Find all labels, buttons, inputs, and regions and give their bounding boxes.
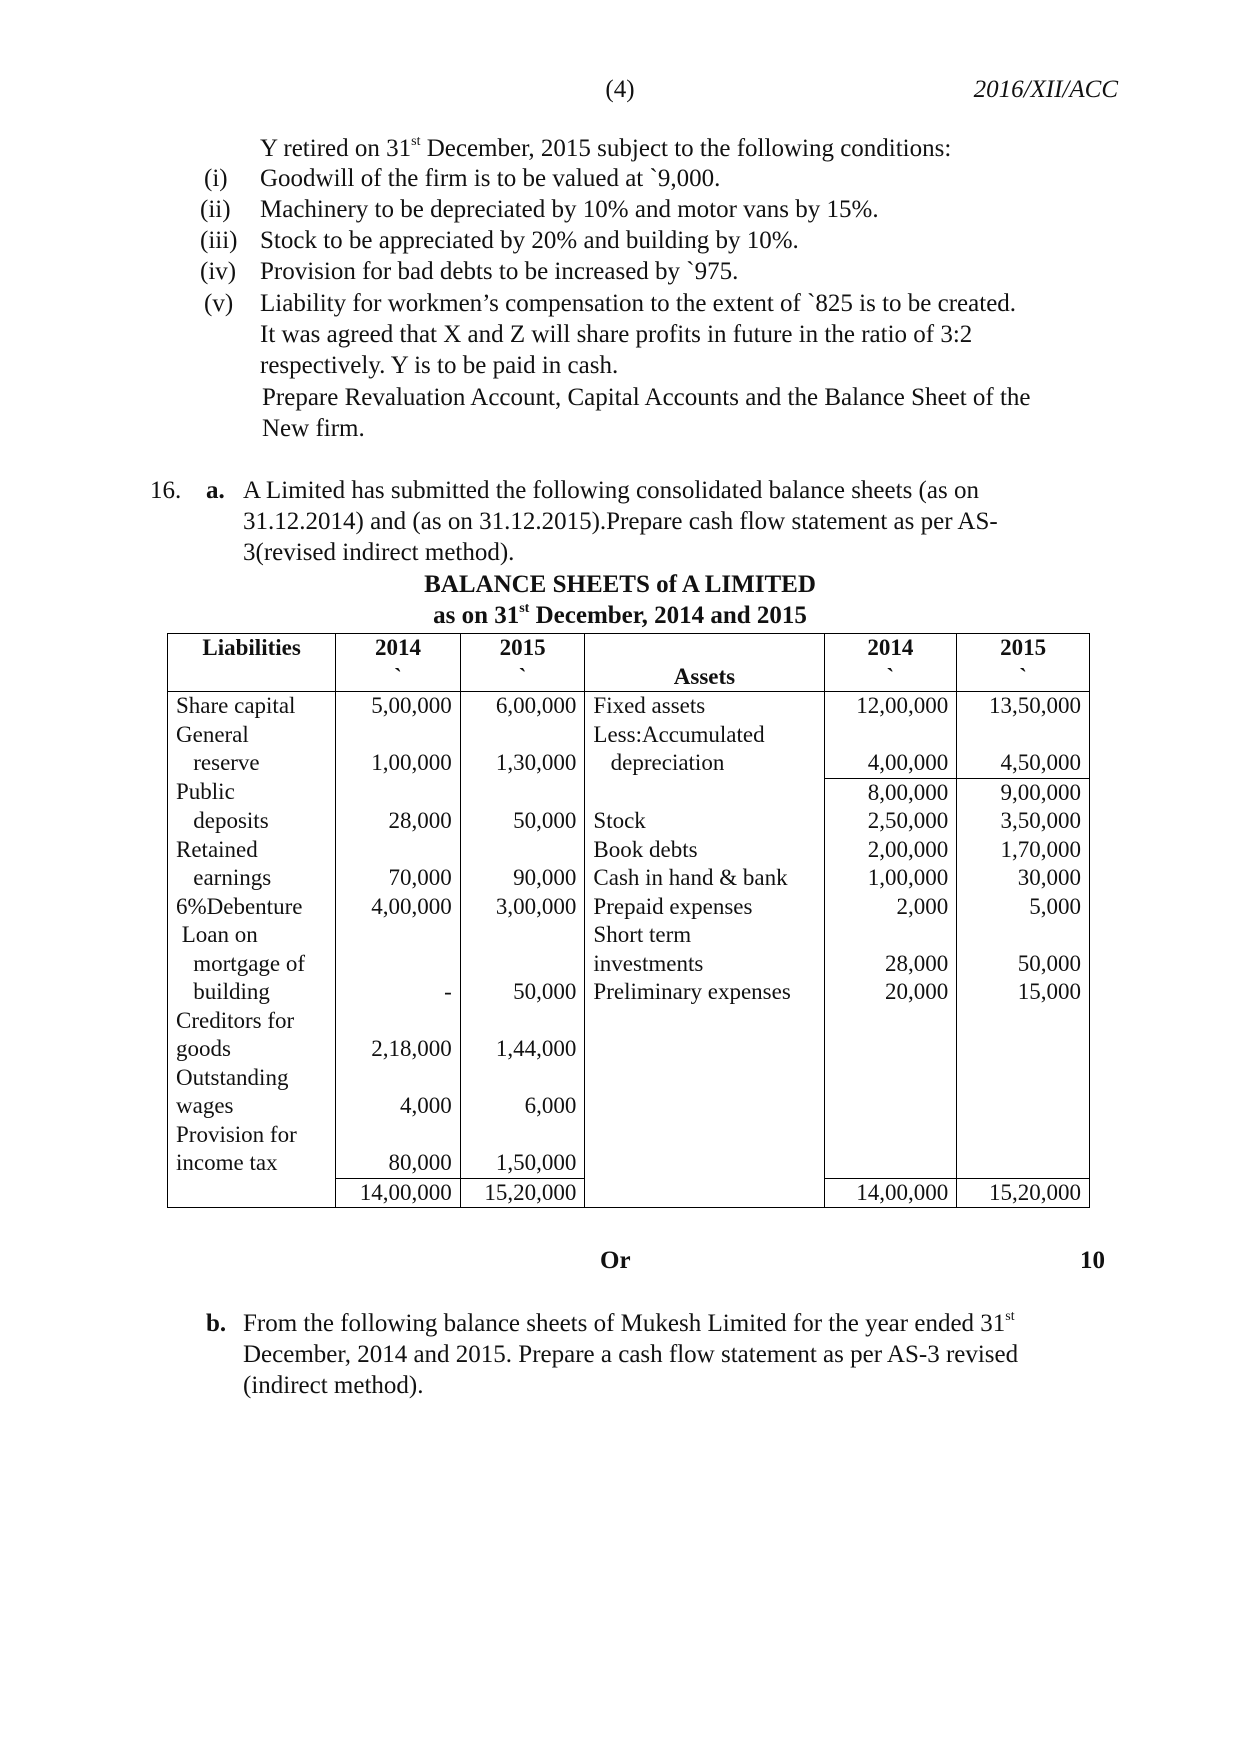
asset-2014	[824, 1064, 957, 1093]
asset-2014	[824, 1149, 957, 1178]
liability-label: wages	[168, 1092, 336, 1121]
asset-2015: 13,50,000	[957, 692, 1090, 721]
liability-2015: 50,000	[460, 978, 585, 1007]
asset-label: Short term	[585, 921, 824, 950]
liability-2015	[460, 1121, 585, 1150]
asset-label	[585, 1007, 824, 1036]
total-blank	[168, 1178, 336, 1208]
asset-2014: 12,00,000	[824, 692, 957, 721]
or-label: Or	[600, 1247, 631, 1274]
asset-label: Prepaid expenses	[585, 893, 824, 922]
part-a-line: 3(revised indirect method).	[243, 539, 515, 566]
asset-2014	[824, 1035, 957, 1064]
table-subtitle: as on 31st December, 2014 and 2015	[433, 601, 807, 629]
table-row	[168, 1149, 1090, 1178]
table-row	[168, 921, 1090, 950]
part-b-line: From the following balance sheets of Mukesh Limited for the year ended 31st	[243, 1309, 1015, 1337]
liability-2015: 50,000	[460, 807, 585, 836]
asset-label: depreciation	[585, 749, 824, 778]
asset-2014: 2,00,000	[824, 836, 957, 865]
liability-2014	[336, 1007, 461, 1036]
asset-label	[585, 1149, 824, 1178]
table-row	[168, 749, 1090, 778]
asset-2015: 3,50,000	[957, 807, 1090, 836]
liability-label: Public	[168, 778, 336, 807]
paper-code: 2016/XII/ACC	[973, 76, 1118, 103]
header-2014: 2014 `	[824, 634, 957, 692]
liability-label: deposits	[168, 807, 336, 836]
liability-2014: -	[336, 978, 461, 1007]
total-value: 15,20,000	[460, 1178, 585, 1208]
liability-2014: 80,000	[336, 1149, 461, 1178]
liability-2014: 5,00,000	[336, 692, 461, 721]
liability-2014	[336, 1064, 461, 1093]
liability-label: General	[168, 721, 336, 750]
condition-text: Liability for workmen’s compensation to the extent of `825 is to be created.	[260, 290, 1017, 317]
prepare-line: New firm.	[262, 415, 365, 442]
asset-2014: 20,000	[824, 978, 957, 1007]
asset-2015: 1,70,000	[957, 836, 1090, 865]
asset-2015: 30,000	[957, 864, 1090, 893]
part-b-line: December, 2014 and 2015. Prepare a cash flow statement as per AS-3 revised	[243, 1341, 1019, 1368]
asset-2015	[957, 1064, 1090, 1093]
liability-label: building	[168, 978, 336, 1007]
asset-2015	[957, 1035, 1090, 1064]
asset-2015: 9,00,000	[957, 778, 1090, 807]
table-row	[168, 836, 1090, 865]
asset-2015	[957, 921, 1090, 950]
asset-2015	[957, 1149, 1090, 1178]
asset-2014	[824, 721, 957, 750]
liability-2014: 4,00,000	[336, 893, 461, 922]
part-b-line: (indirect method).	[243, 1372, 424, 1399]
liability-2014	[336, 1121, 461, 1150]
table-row	[168, 778, 1090, 807]
agreement-line: respectively. Y is to be paid in cash.	[260, 352, 619, 379]
asset-2014: 28,000	[824, 950, 957, 979]
table-row	[168, 1064, 1090, 1093]
table-row	[168, 1092, 1090, 1121]
liability-label: Share capital	[168, 692, 336, 721]
liability-label: income tax	[168, 1149, 336, 1178]
asset-label	[585, 1121, 824, 1150]
liability-2014: 70,000	[336, 864, 461, 893]
condition-num: (iv)	[200, 258, 237, 285]
liability-2015: 6,000	[460, 1092, 585, 1121]
asset-2014: 8,00,000	[824, 778, 957, 807]
liability-2015: 6,00,000	[460, 692, 585, 721]
total-value: 14,00,000	[824, 1178, 957, 1208]
asset-label: Stock	[585, 807, 824, 836]
total-value: 15,20,000	[957, 1178, 1090, 1208]
asset-2015: 5,000	[957, 893, 1090, 922]
liability-2015: 3,00,000	[460, 893, 585, 922]
table-row	[168, 893, 1090, 922]
liability-2014	[336, 921, 461, 950]
asset-2015	[957, 1092, 1090, 1121]
table-row	[168, 978, 1090, 1007]
part-a-label: a.	[206, 477, 225, 504]
part-a-line: 31.12.2014) and (as on 31.12.2015).Prepare cash flow statement as per AS-	[243, 508, 998, 535]
condition-num: (ii)	[200, 196, 231, 223]
asset-2014	[824, 1121, 957, 1150]
liability-2014: 4,000	[336, 1092, 461, 1121]
table-row	[168, 1035, 1090, 1064]
liability-2015: 1,50,000	[460, 1149, 585, 1178]
liability-2014	[336, 778, 461, 807]
liability-label: earnings	[168, 864, 336, 893]
liability-label: Retained	[168, 836, 336, 865]
header-liabilities: Liabilities	[168, 634, 336, 692]
asset-2014: 2,50,000	[824, 807, 957, 836]
asset-2015: 4,50,000	[957, 749, 1090, 778]
liability-2015	[460, 921, 585, 950]
asset-label: Preliminary expenses	[585, 978, 824, 1007]
marks: 10	[1080, 1247, 1105, 1274]
agreement-line: It was agreed that X and Z will share profits in future in the ratio of 3:2	[260, 321, 973, 348]
table-title: BALANCE SHEETS of A LIMITED	[424, 571, 816, 598]
liability-label: goods	[168, 1035, 336, 1064]
header-2015: 2015 `	[957, 634, 1090, 692]
liability-2014: 2,18,000	[336, 1035, 461, 1064]
table-row	[168, 692, 1090, 721]
asset-label: investments	[585, 950, 824, 979]
page-number: (4)	[605, 76, 635, 103]
asset-label	[585, 778, 824, 807]
table-header-row	[168, 634, 1090, 692]
liability-2015: 90,000	[460, 864, 585, 893]
liability-2014: 1,00,000	[336, 749, 461, 778]
liability-2014	[336, 836, 461, 865]
table-row	[168, 1007, 1090, 1036]
asset-2015	[957, 1121, 1090, 1150]
asset-2014	[824, 1007, 957, 1036]
part-a-line: A Limited has submitted the following consolidated balance sheets (as on	[243, 477, 979, 504]
liability-2014: 28,000	[336, 807, 461, 836]
header-assets: Assets	[585, 634, 824, 692]
condition-text: Stock to be appreciated by 20% and building by 10%.	[260, 227, 799, 254]
liability-label: Provision for	[168, 1121, 336, 1150]
liability-label: Creditors for	[168, 1007, 336, 1036]
prepare-line: Prepare Revaluation Account, Capital Accounts and the Balance Sheet of the	[262, 384, 1031, 411]
liability-label: 6%Debenture	[168, 893, 336, 922]
liability-2015	[460, 836, 585, 865]
asset-label: Cash in hand & bank	[585, 864, 824, 893]
asset-label: Less:Accumulated	[585, 721, 824, 750]
question-number: 16.	[150, 477, 182, 504]
condition-num: (iii)	[200, 227, 238, 254]
table-row	[168, 807, 1090, 836]
liability-2015	[460, 950, 585, 979]
table-row	[168, 950, 1090, 979]
q15-intro: Y retired on 31st December, 2015 subject to the following conditions:	[260, 134, 952, 162]
liability-2015	[460, 778, 585, 807]
totals-row	[168, 1178, 1090, 1208]
condition-text: Goodwill of the firm is to be valued at `9,000.	[260, 165, 721, 192]
asset-2014	[824, 921, 957, 950]
liability-2015	[460, 1007, 585, 1036]
condition-num: (i)	[204, 165, 228, 192]
header-2015: 2015 `	[460, 634, 585, 692]
asset-2014: 1,00,000	[824, 864, 957, 893]
liability-2015: 1,44,000	[460, 1035, 585, 1064]
asset-label: Book debts	[585, 836, 824, 865]
liability-2015	[460, 1064, 585, 1093]
condition-text: Machinery to be depreciated by 10% and motor vans by 15%.	[260, 196, 879, 223]
asset-2015	[957, 1007, 1090, 1036]
liability-2014	[336, 950, 461, 979]
liability-2014	[336, 721, 461, 750]
table-row	[168, 864, 1090, 893]
table-row	[168, 1121, 1090, 1150]
liability-2015: 1,30,000	[460, 749, 585, 778]
total-blank	[585, 1178, 824, 1208]
asset-label	[585, 1064, 824, 1093]
balance-sheet-table	[167, 633, 1090, 1208]
liability-label: Loan on	[168, 921, 336, 950]
liability-2015	[460, 721, 585, 750]
asset-2015: 15,000	[957, 978, 1090, 1007]
asset-2015	[957, 721, 1090, 750]
header-2014: 2014 `	[336, 634, 461, 692]
condition-num: (v)	[204, 290, 234, 317]
liability-label: Outstanding	[168, 1064, 336, 1093]
asset-2014	[824, 1092, 957, 1121]
total-value: 14,00,000	[336, 1178, 461, 1208]
liability-label: reserve	[168, 749, 336, 778]
asset-label: Fixed assets	[585, 692, 824, 721]
asset-2014: 2,000	[824, 893, 957, 922]
asset-label	[585, 1035, 824, 1064]
asset-2015: 50,000	[957, 950, 1090, 979]
part-b-label: b.	[206, 1310, 227, 1337]
asset-2014: 4,00,000	[824, 749, 957, 778]
table-row	[168, 721, 1090, 750]
asset-label	[585, 1092, 824, 1121]
condition-text: Provision for bad debts to be increased by `975.	[260, 258, 739, 285]
liability-label: mortgage of	[168, 950, 336, 979]
